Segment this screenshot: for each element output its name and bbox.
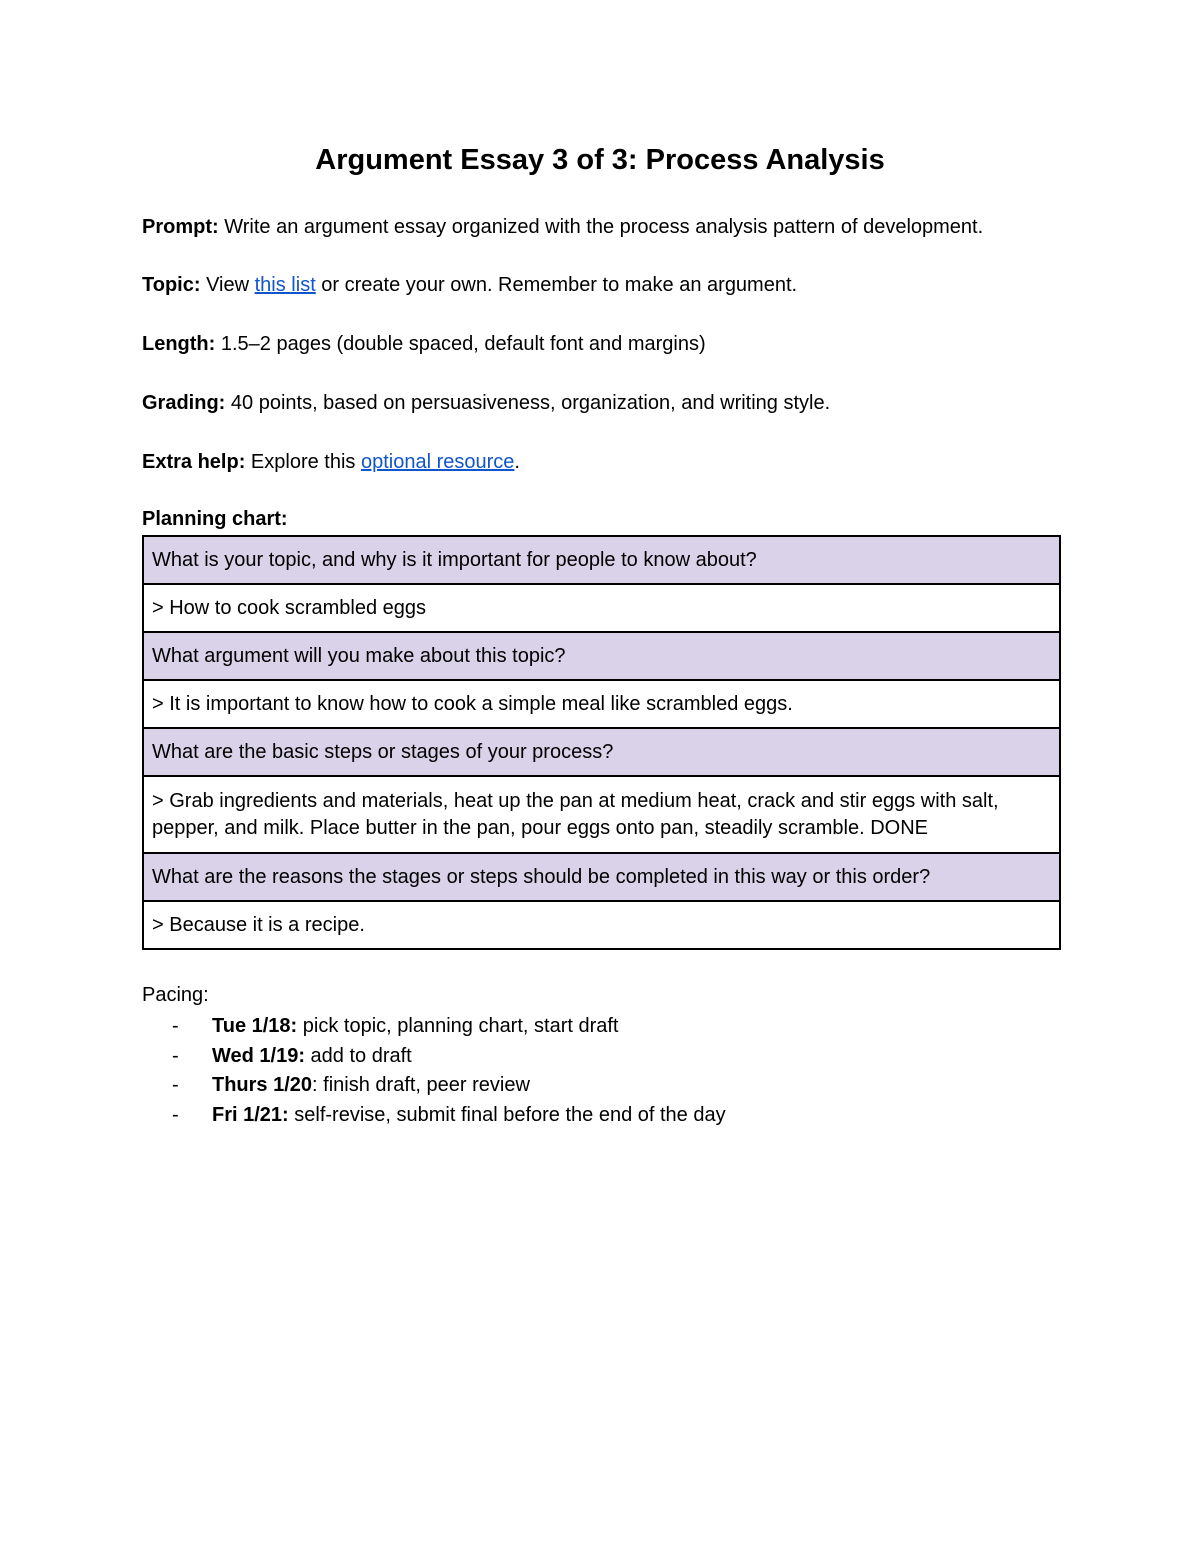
dash-bullet: -: [172, 1044, 179, 1067]
topic-label: Topic:: [142, 274, 201, 296]
pacing-day: Tue 1/18:: [212, 1015, 298, 1037]
extra-help-text-post: .: [514, 451, 520, 473]
extra-help-text-pre: Explore this: [245, 451, 361, 473]
page-title: Argument Essay 3 of 3: Process Analysis: [315, 144, 885, 176]
topic-text-post: or create your own. Remember to make an argument.: [315, 274, 798, 296]
grading-label: Grading:: [142, 392, 226, 414]
topic-paragraph: [142, 272, 797, 298]
table-row: [143, 680, 1060, 728]
pacing-task: : finish draft, peer review: [312, 1074, 530, 1097]
optional-resource-link[interactable]: optional resource: [360, 451, 515, 473]
this-list-link[interactable]: this list: [254, 274, 316, 296]
length-paragraph: [142, 331, 706, 357]
planning-chart-label: Planning chart:: [142, 508, 288, 530]
table-row: [143, 776, 1060, 853]
length-label: Length:: [142, 333, 216, 355]
pacing-task: pick topic, planning chart, start draft: [297, 1015, 619, 1037]
pacing-day: Wed 1/19:: [212, 1044, 305, 1067]
extra-help-label: Extra help:: [142, 451, 246, 473]
table-row: [143, 536, 1060, 584]
answer-cell[interactable]: > How to cook scrambled eggs: [143, 584, 1060, 632]
dash-bullet: -: [172, 1015, 179, 1037]
pacing-label: Pacing:: [142, 984, 209, 1006]
list-item: [172, 1071, 726, 1101]
prompt-paragraph: [142, 214, 983, 240]
list-item: [172, 1101, 726, 1131]
grading-paragraph: [142, 390, 830, 416]
dash-bullet: -: [172, 1103, 179, 1126]
prompt-text: Write an argument essay organized with the process analysis pattern of development.: [218, 216, 984, 238]
length-text: 1.5–2 pages (double spaced, default font and margins): [215, 333, 706, 355]
table-row: [143, 728, 1060, 776]
answer-cell[interactable]: > It is important to know how to cook a simple meal like scrambled eggs.: [143, 680, 1060, 728]
table-row: [143, 901, 1060, 949]
question-cell[interactable]: What are the basic steps or stages of your process?: [143, 728, 1060, 776]
grading-text: 40 points, based on persuasiveness, organization, and writing style.: [225, 392, 831, 414]
question-cell[interactable]: What are the reasons the stages or steps should be completed in this way or this order?: [143, 853, 1060, 901]
table-row: [143, 632, 1060, 680]
pacing-day: Thurs 1/20: [212, 1074, 313, 1097]
table-row: [143, 853, 1060, 901]
pacing-day: Fri 1/21:: [212, 1103, 289, 1126]
answer-cell[interactable]: > Grab ingredients and materials, heat up the pan at medium heat, crack and stir eggs with salt, pepper, and milk. Place butter in the pan, pour eggs onto pan, steadily scramble. DONE: [143, 776, 1060, 853]
pacing-list: [172, 1012, 726, 1130]
dash-bullet: -: [172, 1074, 179, 1097]
pacing-task: add to draft: [305, 1044, 412, 1067]
answer-cell[interactable]: > Because it is a recipe.: [143, 901, 1060, 949]
table-row: [143, 584, 1060, 632]
planning-chart-table: [142, 535, 1061, 950]
extra-help-paragraph: [142, 449, 520, 475]
list-item: [172, 1012, 726, 1042]
question-cell[interactable]: What is your topic, and why is it important for people to know about?: [143, 536, 1060, 584]
pacing-task: self-revise, submit final before the end of the day: [288, 1103, 726, 1126]
question-cell[interactable]: What argument will you make about this topic?: [143, 632, 1060, 680]
topic-text-pre: View: [200, 274, 255, 296]
list-item: [172, 1042, 726, 1072]
prompt-label: Prompt:: [142, 216, 219, 238]
